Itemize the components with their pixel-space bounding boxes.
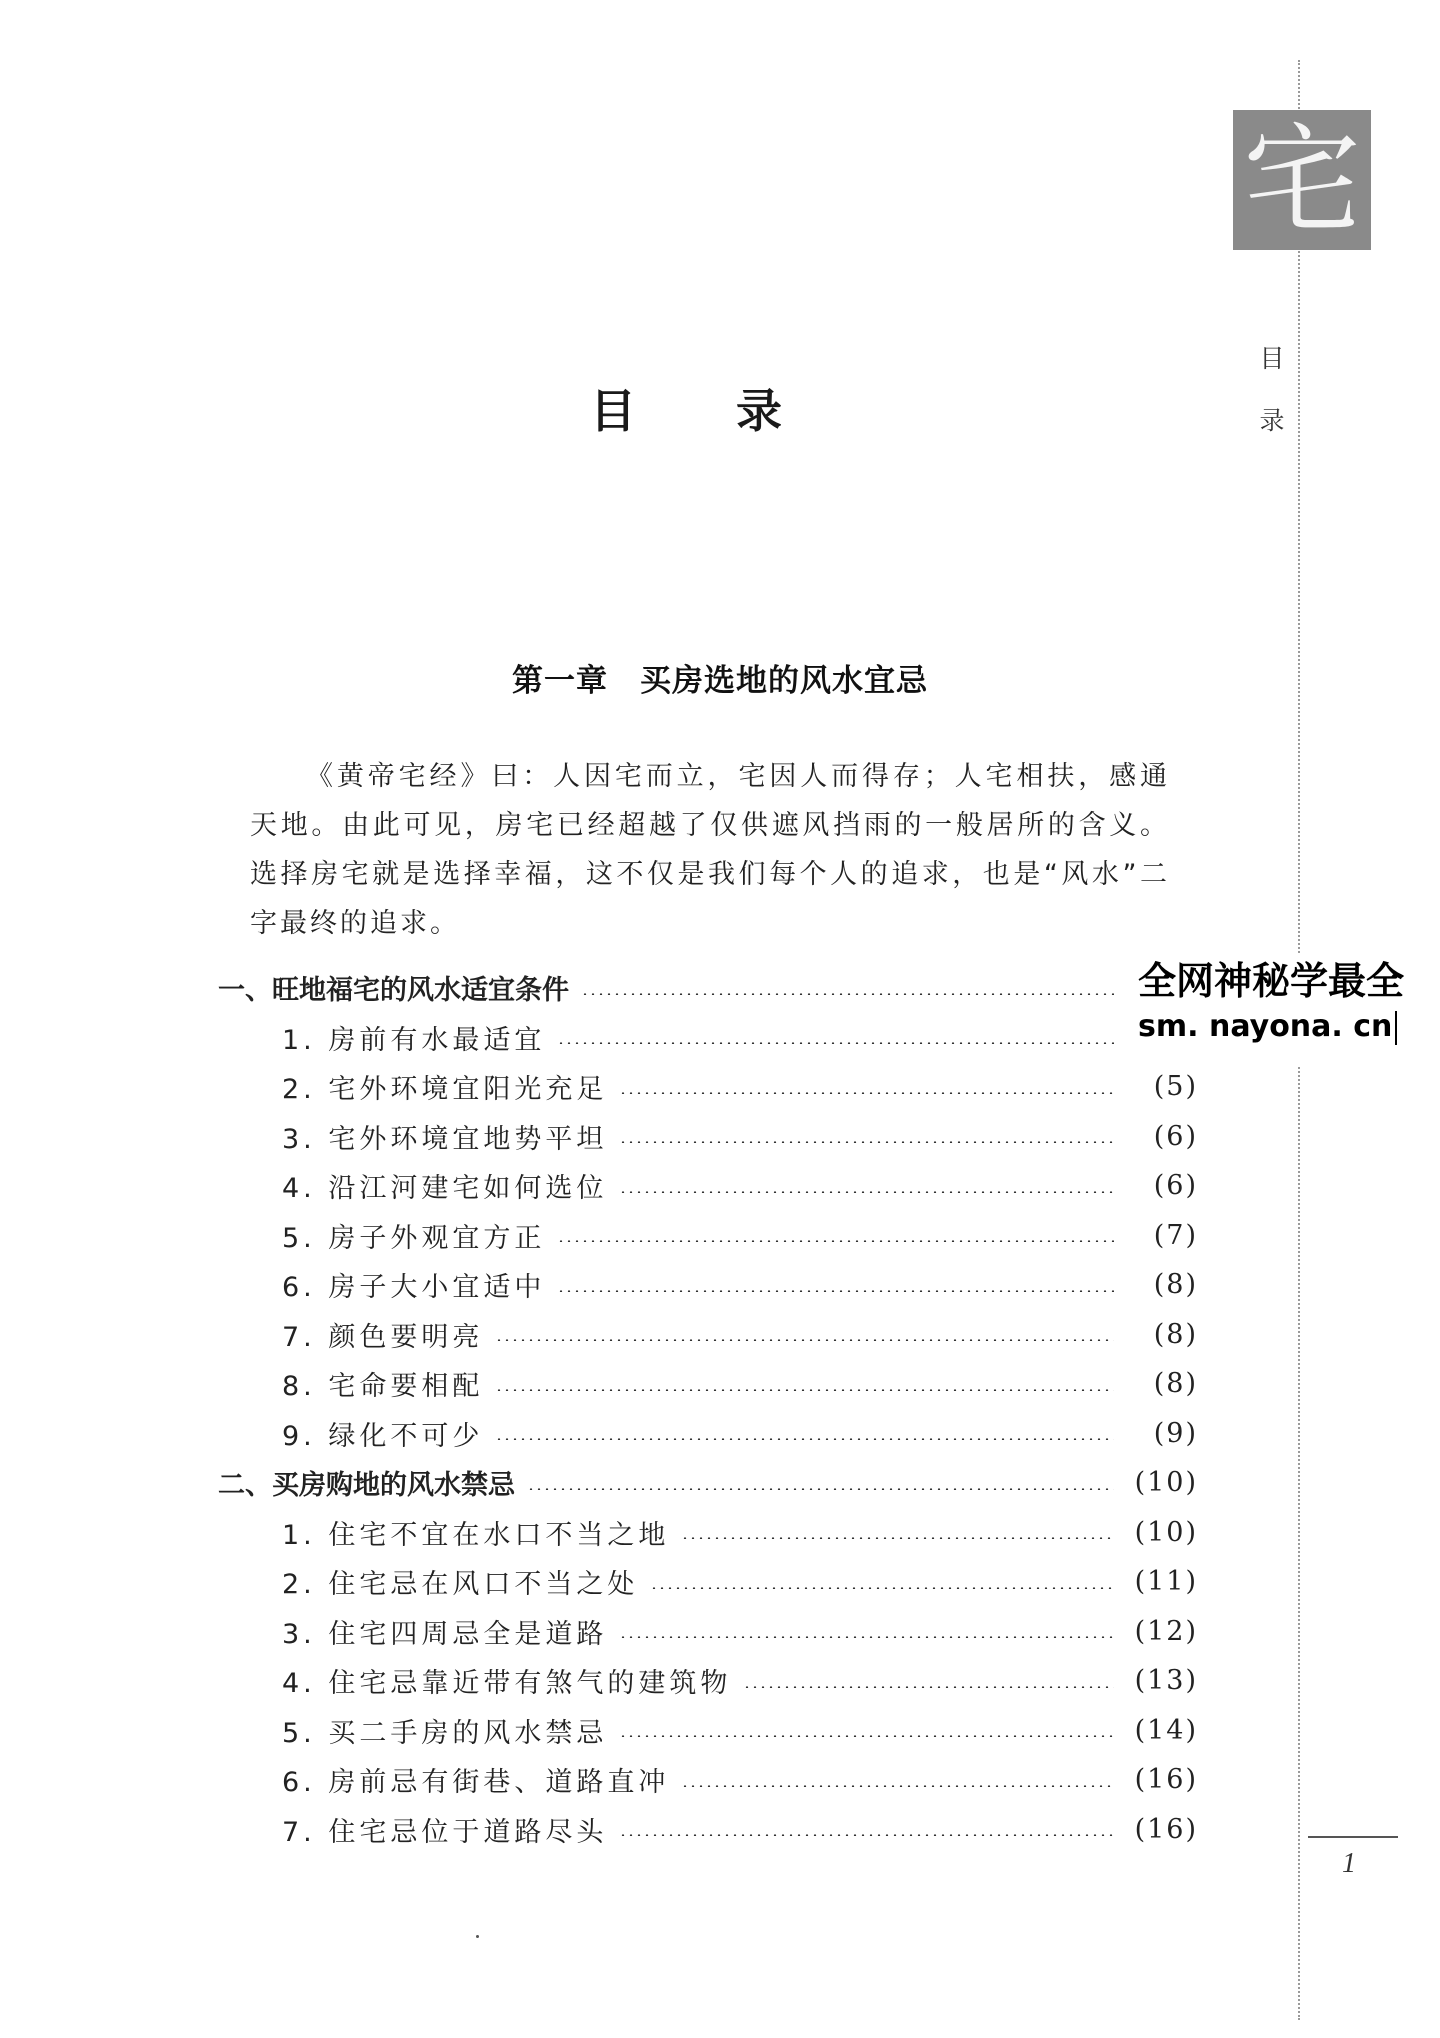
toc-text: 4. 住宅忌靠近带有煞气的建筑物 [282,1668,732,1700]
toc-page: (7) [1153,1219,1198,1251]
toc-item[interactable] [218,1260,1198,1310]
section-tab: 宅 [1233,110,1371,250]
toc-item[interactable] [218,1557,1198,1607]
watermark-overlay [1130,955,1440,1066]
chapter-title: 第一章 买房选地的风水宜忌 [512,663,928,699]
toc-page: (13) [1134,1665,1198,1697]
toc-text: 3. 住宅四周忌全是道路 [282,1618,608,1650]
toc-text: 2. 住宅忌在风口不当之处 [282,1569,639,1601]
toc-leader [581,993,1114,995]
toc-leader [743,1686,1114,1688]
toc-item[interactable] [218,1755,1198,1805]
toc-page: (11) [1134,1566,1198,1598]
toc-leader [495,1339,1114,1341]
toc-text: 4. 沿江河建宅如何选位 [282,1173,608,1205]
toc-section[interactable] [218,1458,1198,1508]
toc-page: (6) [1153,1120,1198,1152]
watermark-title: 全网神秘学最全 [1138,959,1405,1003]
toc-item[interactable] [218,1508,1198,1558]
toc-item[interactable] [218,1706,1198,1756]
toc-item[interactable] [218,1607,1198,1657]
toc-leader [619,1092,1114,1094]
side-label-char: 目 [1259,344,1285,373]
toc-item[interactable] [218,1409,1198,1459]
watermark-url: sm. nayona. cn [1138,1005,1438,1049]
toc-leader [681,1785,1114,1787]
toc-item[interactable] [218,1211,1198,1261]
toc-page: (6) [1153,1170,1198,1202]
footer-rule [1308,1836,1398,1838]
toc-leader [495,1438,1114,1440]
table-of-contents [218,963,1198,1854]
toc-leader [557,1042,1114,1044]
toc-text: 7. 住宅忌位于道路尽头 [282,1816,608,1848]
toc-leader [619,1735,1114,1737]
toc-page: (14) [1134,1714,1198,1746]
toc-leader [619,1834,1114,1836]
toc-page: (8) [1153,1318,1198,1350]
toc-text: 2. 宅外环境宜阳光充足 [282,1074,608,1106]
toc-page: (9) [1153,1417,1198,1449]
toc-leader [557,1240,1114,1242]
toc-page: (16) [1134,1764,1198,1796]
intro-paragraph [250,752,1170,948]
toc-page: (10) [1134,1516,1198,1548]
toc-page: (8) [1153,1269,1198,1301]
toc-leader [619,1636,1114,1638]
print-speck [476,1935,479,1938]
toc-item[interactable] [218,1161,1198,1211]
toc-leader [527,1488,1114,1490]
toc-leader [619,1141,1114,1143]
toc-page: (5) [1153,1071,1198,1103]
toc-page: (12) [1134,1615,1198,1647]
toc-text: 8. 宅命要相配 [282,1371,484,1403]
toc-text: 二、买房购地的风水禁忌 [218,1470,515,1502]
toc-text: 3. 宅外环境宜地势平坦 [282,1123,608,1155]
side-label [1252,328,1292,452]
toc-page: (16) [1134,1813,1198,1845]
toc-text: 1. 房前有水最适宜 [282,1024,546,1056]
toc-text: 6. 房子大小宜适中 [282,1272,546,1304]
toc-leader [495,1389,1114,1391]
toc-item[interactable] [218,1112,1198,1162]
toc-text: 5. 房子外观宜方正 [282,1222,546,1254]
toc-item[interactable] [218,1805,1198,1855]
toc-page: (8) [1153,1368,1198,1400]
toc-leader [619,1191,1114,1193]
side-label-char: 录 [1259,406,1285,435]
toc-text: 1. 住宅不宜在水口不当之地 [282,1519,670,1551]
toc-leader [557,1290,1114,1292]
toc-text: 5. 买二手房的风水禁忌 [282,1717,608,1749]
toc-leader [681,1537,1114,1539]
toc-item[interactable] [218,1656,1198,1706]
toc-item[interactable] [218,1310,1198,1360]
toc-text: 一、旺地福宅的风水适宜条件 [218,975,569,1007]
intro-text: 《黄帝宅经》曰：人因宅而立，宅因人而得存；人宅相扶，感通天地。由此可见，房宅已经超越了仅供遮风挡雨的一般居所的含义。选择房宅就是选择幸福，这不仅是我们每个人的追求，也是“风水”二字最终的追求。 [250,761,1170,939]
page-title: 目录 [590,384,882,438]
toc-item[interactable] [218,1013,1198,1063]
toc-leader [650,1587,1114,1589]
page-number: 1 [1342,1848,1356,1879]
toc-page: (10) [1134,1467,1198,1499]
toc-text: 9. 绿化不可少 [282,1420,484,1452]
toc-section[interactable] [218,963,1198,1013]
toc-text: 7. 颜色要明亮 [282,1321,484,1353]
toc-text: 6. 房前忌有街巷、道路直冲 [282,1767,670,1799]
toc-item[interactable] [218,1062,1198,1112]
toc-item[interactable] [218,1359,1198,1409]
